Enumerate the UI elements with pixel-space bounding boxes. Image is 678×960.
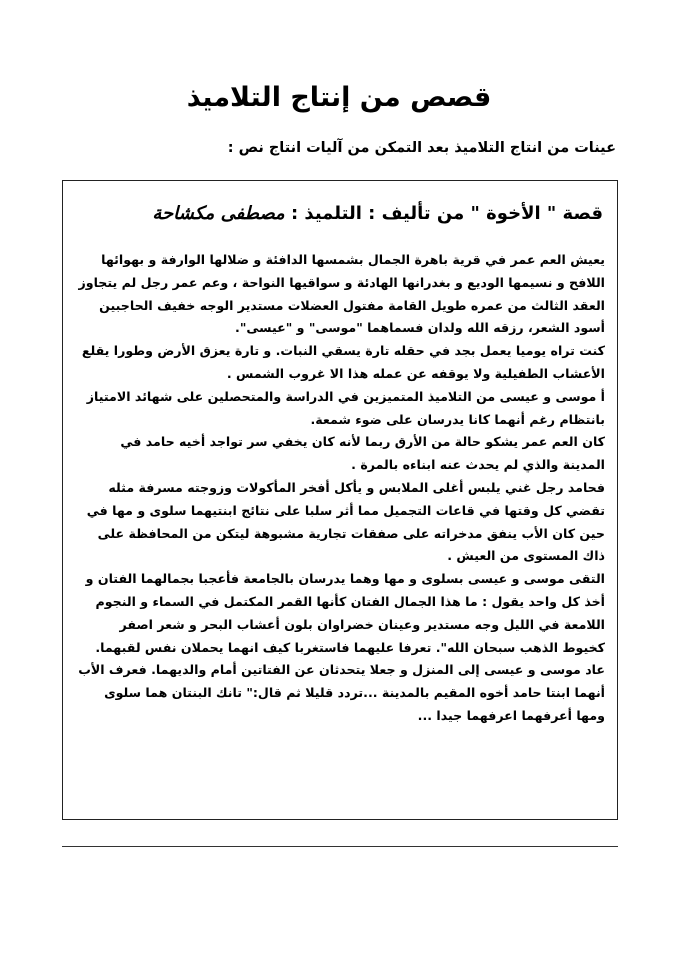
story-paragraph: كنت تراه يوميا يعمل بجد في حقله تارة يسقي النبات. و تارة يعزق الأرض وطورا يقلع الأعشاب الطفيلية ولا يوقفه عن عمله هذا الا غروب الشمس . bbox=[81, 343, 605, 381]
story-paragraph: كان العم عمر يشكو حالة من الأرق ربما لأنه كان يخفي سر تواجد أخيه حامد في المدينة والذي لم يحدث عنه ابناءه بالمرة . bbox=[120, 434, 605, 473]
story-heading bbox=[77, 203, 603, 224]
story-paragraph: أ موسى و عيسى من التلاميذ المتميزين في الدراسة والمتحصلين على شهائد الامتياز بانتظام رغم أنهما كانا يدرسان على ضوء شمعة. bbox=[86, 388, 605, 427]
story-paragraph: يعيش العم عمر في قرية باهرة الجمال بشمسها الدافئة و ضلالها الوارفة و بهوائها اللافح و نسيمها الوديع و بغدرانها الهادئة و سواقيها النواحة ، وعم عمر رجل لم يتجاوز العقد الثالث من عمره طويل القامة مفتول العضلات مستدير الوجه خفيف الحاجبين أسود الشعر، رزقه الله ولدان فسماهما "موسى" و "عيسى". bbox=[78, 252, 605, 336]
intro-text: عينات من انتاج التلاميذ بعد التمكن من آليات انتاج نص : bbox=[227, 140, 616, 156]
story-body bbox=[75, 249, 605, 728]
page-title: قصص من إنتاج التلاميذ bbox=[186, 82, 492, 113]
bottom-divider bbox=[62, 846, 618, 847]
story-paragraph: عاد موسى و عيسى إلى المنزل و جعلا يتحدثان عن الفتاتين أمام والديهما. فعرف الأب أنهما ابنتا حامد أخوه المقيم بالمدينة ...تردد قليلا ثم قال:" تانك البنتان هما سلوى ومها أعرفهما اعرفهما جيدا ... bbox=[78, 662, 605, 723]
story-paragraph: التقى موسى و عيسى بسلوى و مها وهما يدرسان بالجامعة فأعجبا بجمالهما الفتان و أخذ كل واحد يقول : ما هذا الجمال الفتان كأنها القمر المكتمل في السماء و النجوم اللامعة في الليل وجه مستدير وعينان خضراوان بلون أعشاب البحر و شعر اصفر كخيوط الذهب سبحان الله". تعرفا عليهما فاستغربا كيف انهما يحملان نفس لقبهما. bbox=[85, 571, 605, 655]
story-author: مصطفى مكشاحة bbox=[152, 203, 285, 224]
story-paragraph: فحامد رجل غني يلبس أغلى الملابس و يأكل أفخر المأكولات وزوجته مسرفة مثله تقضي كل وقتها في قاعات التجميل مما أثر سلبا على نتائج ابنتيهما سلوى و مها في حين كان الأب ينفق مدخراته على صفقات تجارية مشبوهة ليتكن من المحافظة على ذاك المستوى من العيش . bbox=[86, 479, 605, 564]
story-heading-prefix: قصة " الأخوة " من تأليف : التلميذ : bbox=[284, 203, 603, 224]
story-box bbox=[62, 180, 618, 820]
